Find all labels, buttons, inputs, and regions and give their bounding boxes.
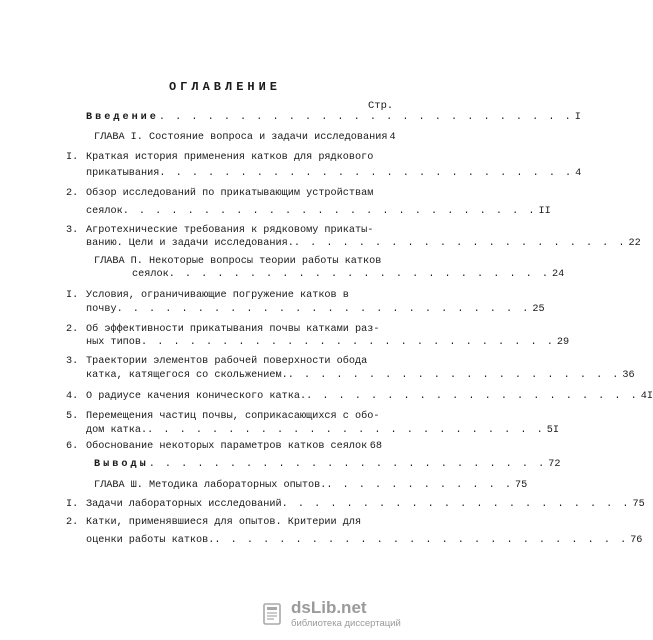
toc-line: [86, 111, 581, 125]
toc-page-number: II: [538, 206, 551, 217]
toc-entry-text: Перемещения частиц почвы, соприкасающихся с обо-: [86, 411, 380, 422]
toc-entry-text: Траектории элементов рабочей поверхности обода: [86, 356, 368, 367]
toc-entry-text: почву: [86, 304, 117, 315]
toc-line: [86, 336, 570, 350]
toc-page-number: 75: [514, 480, 528, 491]
toc-page-number: 29: [556, 337, 570, 348]
toc-line: [86, 224, 382, 238]
toc-entry-1-2: [66, 187, 551, 217]
toc-page-number: 24: [552, 269, 565, 280]
toc-page-number: 68: [369, 441, 382, 452]
toc-line: [86, 187, 382, 201]
toc-line: [86, 390, 653, 404]
toc-dots: . . . . . . . . . . . . . . . . . . . . . . . . .: [147, 425, 545, 436]
toc-entry-text: катка, катящегося со скольжением.: [86, 370, 288, 381]
toc-page-number: 5I: [546, 425, 559, 436]
toc-entry-text: ГЛАВА П. Некоторые вопросы теории работы катков: [94, 256, 382, 267]
toc-entry-text: прикатывания: [86, 168, 160, 179]
toc-line: [94, 458, 561, 472]
toc-dots: . . . . . . . . . . . . . . . . . . . . . . . . . .: [214, 535, 629, 546]
watermark-subtitle: библиотека диссертаций: [291, 618, 401, 629]
toc-entry-text: Выводы: [94, 459, 149, 470]
toc-dots: . . . . . . . . . . . . . . . . . . . . . . . . . .: [116, 304, 531, 315]
toc-entry-number: I.: [66, 290, 79, 301]
toc-entry-3-2: [66, 516, 643, 546]
toc-entry-number: 2.: [66, 324, 79, 335]
toc-page-number: 25: [532, 304, 545, 315]
toc-entry-2-1: [66, 289, 545, 319]
toc-page-number: 76: [630, 535, 643, 546]
toc-line: [86, 369, 635, 383]
toc-entry-chapter-2: [94, 255, 565, 285]
toc-page-number: 22: [628, 238, 641, 249]
toc-entry-text: Обзор исследований по прикатывающим устройствам: [86, 188, 374, 199]
toc-dots: . . . . . . . . . . . . . . . . . . . . . . . . . .: [141, 337, 555, 348]
toc-line: [86, 167, 582, 181]
toc-entry-2-2: [66, 323, 570, 353]
toc-entry-text: ванию. Цели и задачи исследования.: [86, 238, 294, 249]
toc-entry-number: 6.: [66, 441, 79, 452]
toc-line: [86, 237, 641, 251]
toc-entry-text: сеялок: [86, 206, 123, 217]
toc-dots: . . . . . . . . . . . . . . . . . . . . . . . .: [168, 269, 551, 280]
toc-line: [86, 355, 382, 369]
toc-entry-text: ГЛАВА Ш. Методика лабораторных опытов.: [94, 480, 327, 491]
toc-entry-text: Об эффективности прикатывания почвы катками раз-: [86, 324, 380, 335]
toc-page-number: 4I: [640, 391, 653, 402]
toc-line: [86, 205, 551, 219]
toc-line: [94, 479, 528, 493]
toc-entry-number: 3.: [66, 356, 79, 367]
toc-dots: . . . . . . . . . . . . . . . . . . . . . .: [281, 499, 631, 510]
toc-line: [94, 131, 396, 145]
toc-entry-2-3: [66, 355, 635, 385]
toc-entry-text: Катки, применявшиеся для опытов. Критерии для: [86, 517, 362, 528]
toc-page-number: 72: [548, 459, 561, 470]
toc-entry-number: 2.: [66, 517, 79, 528]
toc-entry-2-5: [66, 410, 559, 440]
toc-entry-text: Агротехнические требования к рядковому прикаты-: [86, 225, 374, 236]
toc-entry-text: Условия, ограничивающие погружение катков в: [86, 290, 349, 301]
toc-line: [86, 440, 382, 454]
toc-entry-number: 3.: [66, 225, 79, 236]
page-column-label: Стр.: [368, 100, 394, 112]
toc-line: [86, 516, 382, 530]
toc-dots: . . . . . . . . . . . . . . . . . . . . . . . . . .: [159, 168, 574, 179]
toc-entry-number: 5.: [66, 411, 79, 422]
toc-line: [132, 268, 565, 282]
toc-dots: . . . . . . . . . . . . . . . . . . . . . . . . .: [148, 459, 547, 470]
toc-page-number: 4: [389, 132, 396, 143]
toc-line: [86, 410, 382, 424]
toc-line: [86, 151, 382, 165]
toc-entry-text: оценки работы катков.: [86, 535, 215, 546]
toc-entry-text: О радиусе качения конического катка.: [86, 391, 307, 402]
toc-dots: . . . . . . . . . . . . . . . . . . . . . . . . . .: [158, 112, 573, 123]
toc-line: [86, 498, 645, 512]
toc-entry-text: ГЛАВА I. Состояние вопроса и задачи исследования: [94, 132, 388, 143]
watermark-name: dsLib.net: [291, 598, 367, 617]
toc-entry-number: I.: [66, 152, 79, 163]
toc-page-number: I: [574, 112, 581, 123]
toc-entry-text: Введение: [86, 112, 159, 123]
toc-entry-text: Обоснование некоторых параметров катков сеялок: [86, 441, 368, 452]
toc-entry-number: I.: [66, 499, 79, 510]
toc-dots: . . . . . . . . . . . . . . . . . . . . .: [287, 370, 621, 381]
toc-entry-1-3: [66, 224, 641, 254]
toc-entry-text: Задачи лабораторных исследований: [86, 499, 282, 510]
toc-line: [94, 255, 382, 269]
toc-entry-text: сеялок: [132, 269, 169, 280]
toc-entry-number: 2.: [66, 188, 79, 199]
toc-page-number: 4: [575, 168, 582, 179]
toc-dots: . . . . . . . . . . . . . . . . . . . . . . . . . .: [122, 206, 537, 217]
toc-entry-number: 4.: [66, 391, 79, 402]
toc-line: [86, 323, 382, 337]
site-watermark: [261, 598, 436, 632]
toc-line: [86, 303, 545, 317]
toc-entry-text: дом катка.: [86, 425, 148, 436]
toc-dots: . . . . . . . . . . . .: [326, 480, 513, 491]
toc-entry-1-1: [66, 151, 582, 181]
toc-dots: . . . . . . . . . . . . . . . . . . . . .: [306, 391, 639, 402]
toc-entry-text: Краткая история применения катков для рядкового: [86, 152, 374, 163]
toc-page-number: 75: [632, 499, 645, 510]
toc-line: [86, 424, 559, 438]
toc-dots: . . . . . . . . . . . . . . . . . . . . .: [293, 238, 627, 249]
toc-entry-text: ных типов: [86, 337, 142, 348]
page-title: ОГЛАВЛЕНИЕ: [168, 80, 281, 94]
toc-page-number: 36: [622, 370, 635, 381]
toc-line: [86, 534, 643, 548]
dslib-logo-icon: [261, 602, 285, 626]
toc-line: [86, 289, 382, 303]
